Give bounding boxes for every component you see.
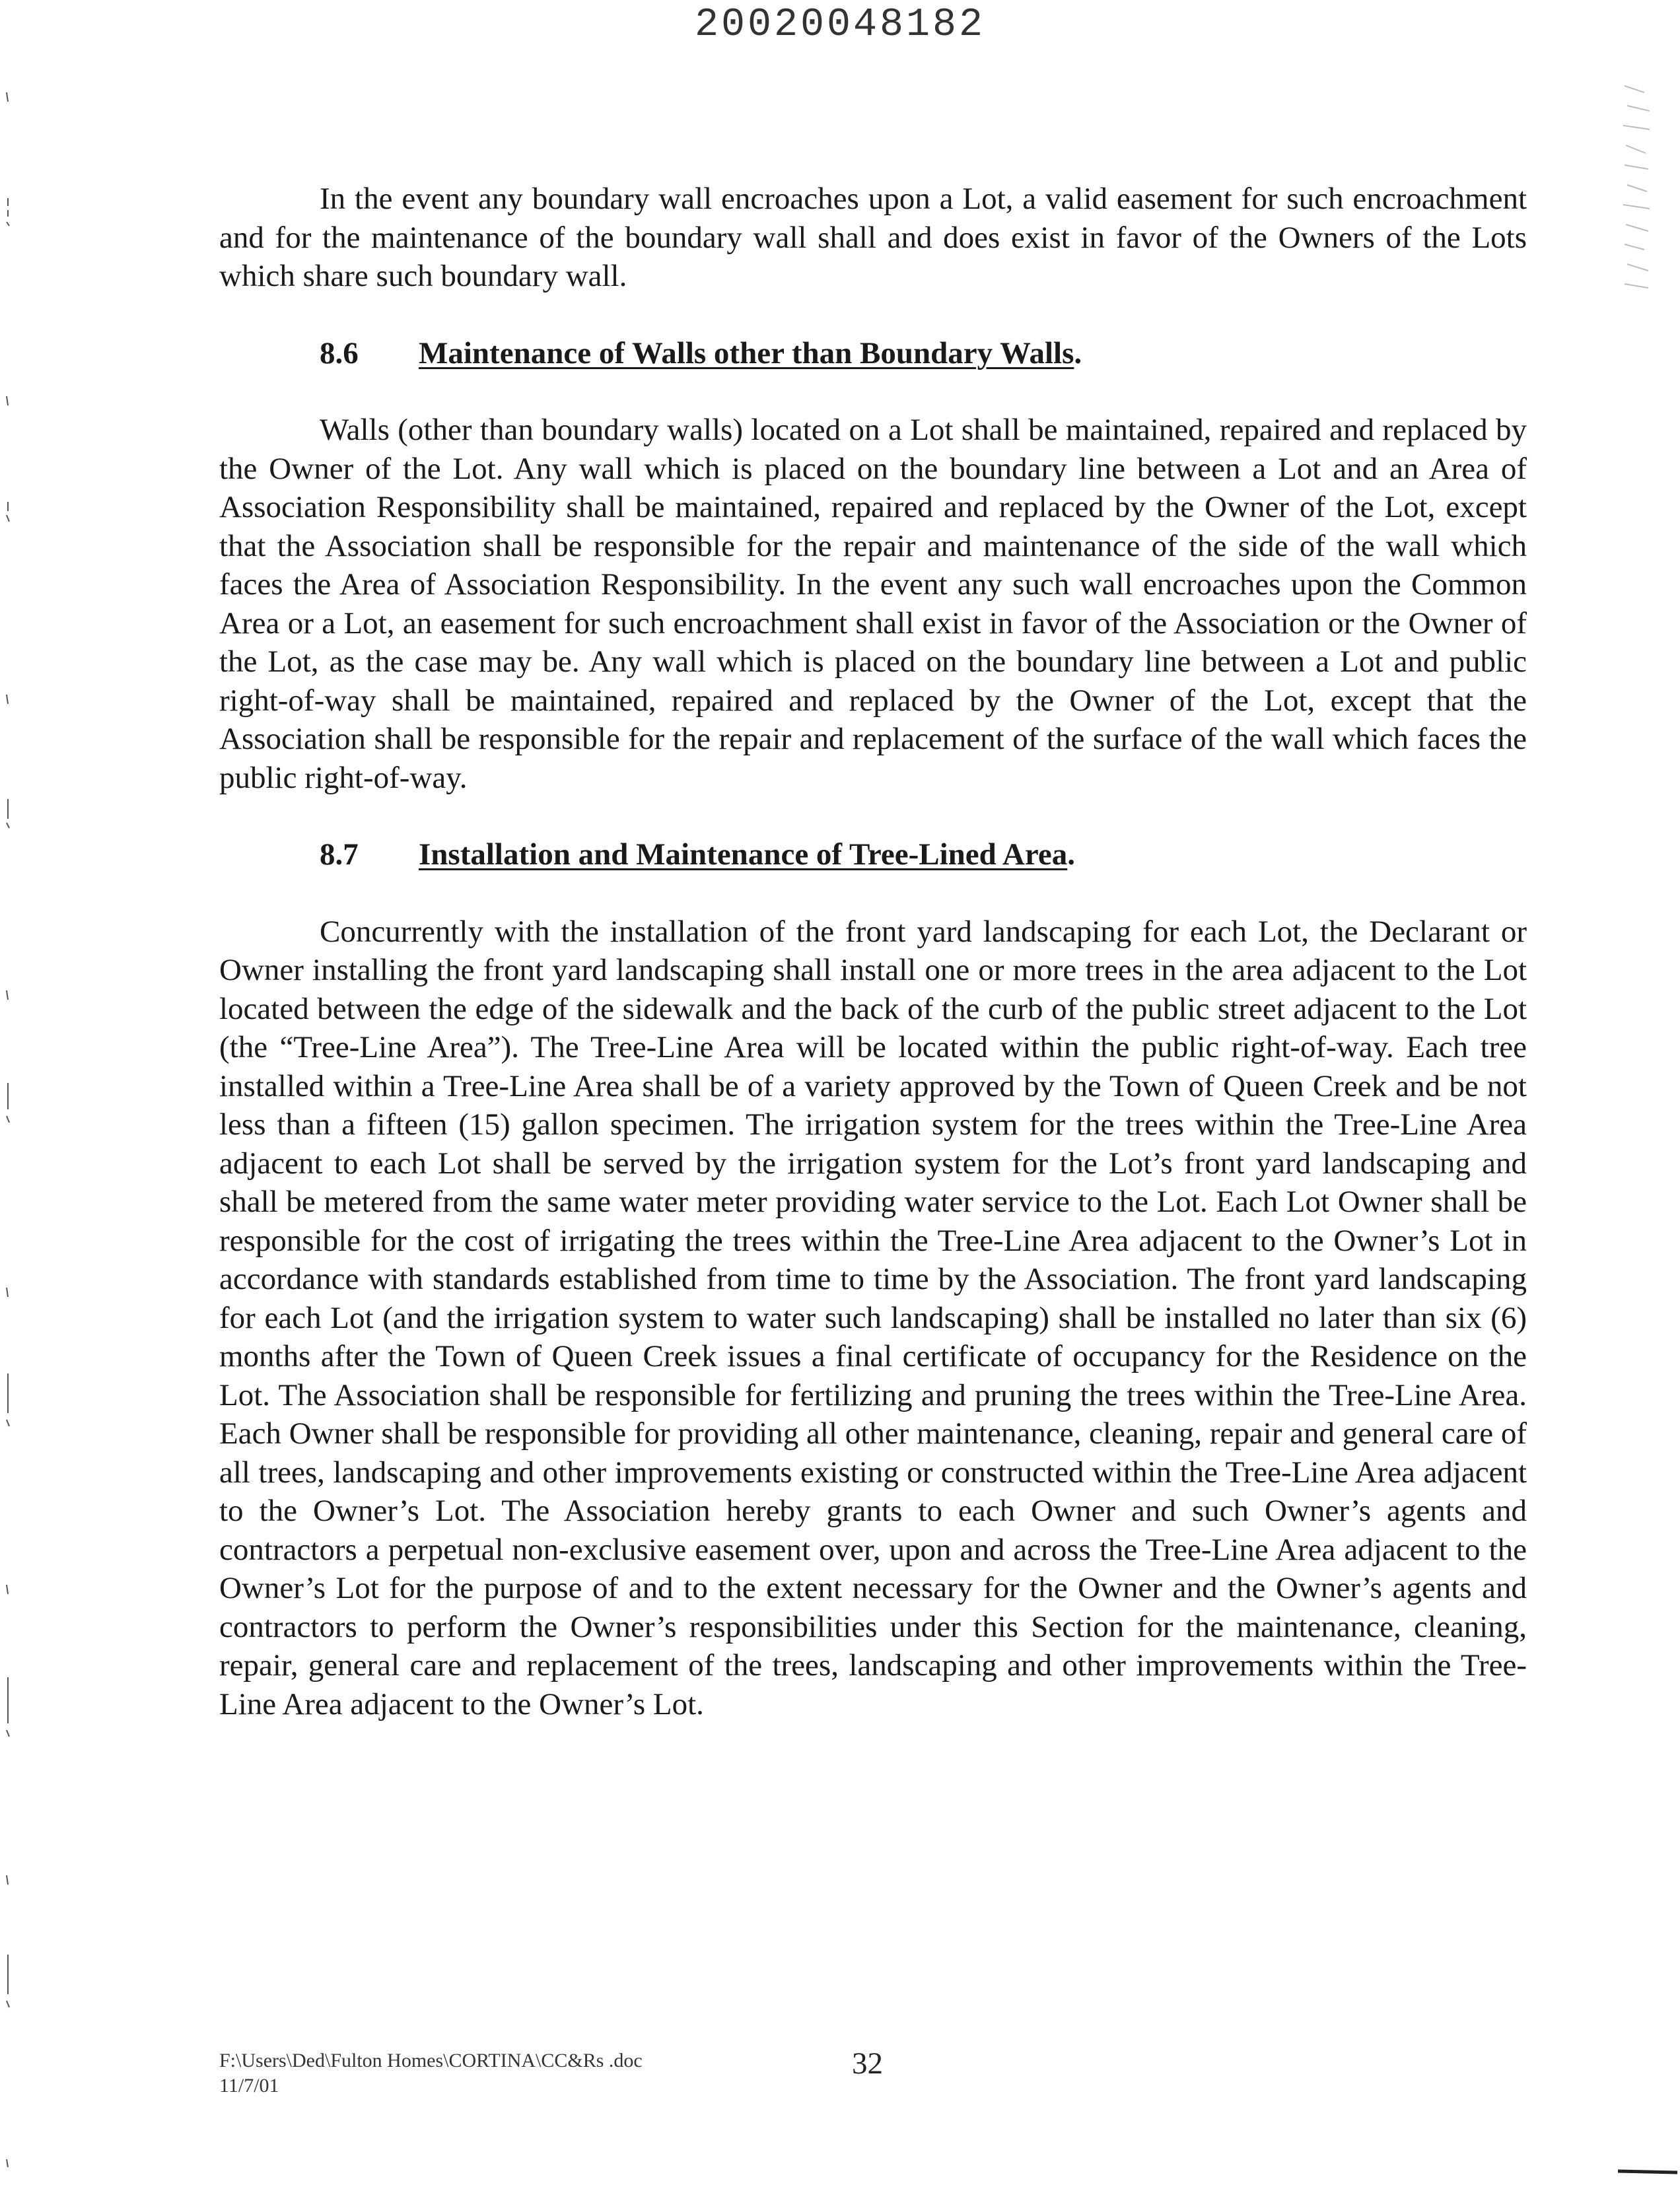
document-number: 20020048182 (694, 3, 986, 48)
scan-corner-mark (1611, 2165, 1680, 2178)
scan-margin-stamp-marks (1618, 79, 1658, 304)
footer-file-path: F:\Users\Ded\Fulton Homes\CORTINA\CC&Rs .doc (219, 2050, 643, 2071)
scan-margin-marks (0, 0, 26, 2187)
section-8-6-paragraph: Walls (other than boundary walls) located on a Lot shall be maintained, repaired and replaced by the Owner of the Lot. Any wall which is placed on the boundary line between a Lot and an Area of Association Responsibility shall be maintained, repaired and replaced by the Owner of the Lot, except that the Association shall be responsible for the repair and maintenance of the side of the wall which faces the Area of Association Responsibility. In the event any such wall encroaches upon the Common Area or a Lot, an easement for such encroachment shall exist in favor of the Association or the Owner of the Lot, as the case may be. Any wall which is placed on the boundary line between a Lot and public right-of-way shall be maintained, repaired and replaced by the Owner of the Lot, except that the Association shall be responsible for the repair and replacement of the surface of the wall which faces the public right-of-way. (219, 413, 1527, 795)
section-heading-8-6: 8.6 Maintenance of Walls other than Boundary Walls. (219, 334, 1527, 373)
footer-date: 11/7/01 (219, 2075, 279, 2097)
section-8-7-paragraph: Concurrently with the installation of the front yard landscaping for each Lot, the Declarant or Owner installing the front yard landscaping shall install one or more trees in the area adjacent to the Lot located between the edge of the sidewalk and the back of the curb of the public street adjacent to the Lot (the “Tree-Line Area”). The Tree-Line Area will be located within the public right-of-way. Each tree installed within a Tree-Line Area shall be of a variety approved by the Town of Queen Creek and be not less than a fifteen (15) gallon specimen. The irrigation system for the trees within the Tree-Line Area adjacent to each Lot shall be served by the irrigation system for the Lot’s front yard landscaping and shall be metered from the same water meter providing water service to the Lot. Each Lot Owner shall be responsible for the cost of irrigating the trees within the Tree-Line Area adjacent to the Owner’s Lot in accordance with standards established from time to time by the Association. The front yard landscaping for each Lot (and the irrigation system to water such landscaping) shall be installed no later than six (6) months after the Town of Queen Creek issues a final certificate of occupancy for the Residence on the Lot. The Association shall be responsible for fertilizing and pruning the trees within the Tree-Line Area. Each Owner shall be responsible for providing all other maintenance, cleaning, repair and general care of all trees, landscaping and other improvements existing or constructed within the Tree-Line Area adjacent to the Owner’s Lot. The Association hereby grants to each Owner and such Owner’s agents and contractors a perpetual non-exclusive easement over, upon and across the Tree-Line Area adjacent to the Owner’s Lot for the purpose of and to the extent necessary for the Owner and the Owner’s agents and contractors to perform the Owner’s responsibilities under this Section for the maintenance, cleaning, repair, general care and replacement of the trees, landscaping and other improvements within the Tree-Line Area adjacent to the Owner’s Lot. (219, 914, 1527, 1721)
section-number: 8.6 (320, 335, 359, 370)
footer-file-info (219, 2048, 643, 2099)
section-title: Installation and Maintenance of Tree-Lined Area (419, 837, 1068, 872)
section-title: Maintenance of Walls other than Boundary Walls (419, 335, 1074, 370)
intro-paragraph: In the event any boundary wall encroaches upon a Lot, a valid easement for such encroachment and for the maintenance of the boundary wall shall and does exist in favor of the Owners of the Lots which share such boundary wall. (219, 182, 1527, 293)
document-body (219, 180, 1527, 1723)
section-number: 8.7 (320, 837, 359, 872)
section-heading-8-7: 8.7 Installation and Maintenance of Tree-Lined Area. (219, 835, 1527, 874)
page-number: 32 (852, 2046, 883, 2081)
